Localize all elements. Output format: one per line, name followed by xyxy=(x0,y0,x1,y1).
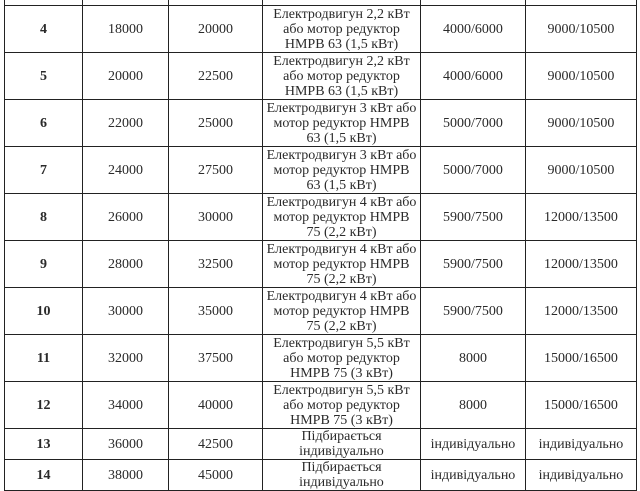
cell-motor: Електродвигун 4 кВт або мотор редуктор НМРВ 75 (2,2 кВт) xyxy=(263,288,421,335)
cell-b: 30000 xyxy=(169,194,263,241)
cell-n: 12 xyxy=(5,382,83,429)
cell-motor: Електродвигун 3 кВт або мотор редуктор НМРВ 63 (1,5 кВт) xyxy=(263,147,421,194)
cell-n: 5 xyxy=(5,53,83,100)
cell-d: 12000/13500 xyxy=(526,241,637,288)
cell-n: 7 xyxy=(5,147,83,194)
cell-motor: Підбирається індивідуально xyxy=(263,460,421,491)
table-row xyxy=(5,6,637,53)
cell-n: 4 xyxy=(5,6,83,53)
cell-motor: Підбирається індивідуально xyxy=(263,429,421,460)
cell-a: 36000 xyxy=(83,429,169,460)
cell-a: 34000 xyxy=(83,382,169,429)
cell-n: 13 xyxy=(5,429,83,460)
table-row xyxy=(5,194,637,241)
cell-d: 15000/16500 xyxy=(526,382,637,429)
cell-d: 12000/13500 xyxy=(526,288,637,335)
cell-c: 5900/7500 xyxy=(421,288,526,335)
cell-c: 4000/6000 xyxy=(421,53,526,100)
cell-n: 9 xyxy=(5,241,83,288)
cell-b: 40000 xyxy=(169,382,263,429)
cell-b: 27500 xyxy=(169,147,263,194)
cell-n: 14 xyxy=(5,460,83,491)
cell-c: 5000/7000 xyxy=(421,147,526,194)
cell-b: 22500 xyxy=(169,53,263,100)
cell-b: 20000 xyxy=(169,6,263,53)
cell-d: 9000/10500 xyxy=(526,147,637,194)
cell-a: 24000 xyxy=(83,147,169,194)
cell-c: 8000 xyxy=(421,382,526,429)
table-row xyxy=(5,335,637,382)
cell-c: 5900/7500 xyxy=(421,241,526,288)
cell-c: 5000/7000 xyxy=(421,100,526,147)
cell-c: індивідуально xyxy=(421,429,526,460)
cell-a: 20000 xyxy=(83,53,169,100)
cell-d: 15000/16500 xyxy=(526,335,637,382)
cell-b: 35000 xyxy=(169,288,263,335)
table-row xyxy=(5,100,637,147)
table-row xyxy=(5,382,637,429)
cell-motor: Електродвигун 2,2 кВт або мотор редуктор НМРВ 63 (1,5 кВт) xyxy=(263,6,421,53)
cell-motor: Електродвигун 4 кВт або мотор редуктор НМРВ 75 (2,2 кВт) xyxy=(263,194,421,241)
table-row xyxy=(5,147,637,194)
cell-c: індивідуально xyxy=(421,460,526,491)
cell-motor: Електродвигун 2,2 кВт або мотор редуктор НМРВ 63 (1,5 кВт) xyxy=(263,53,421,100)
table-row xyxy=(5,53,637,100)
table-row xyxy=(5,460,637,491)
cell-b: 32500 xyxy=(169,241,263,288)
cell-a: 22000 xyxy=(83,100,169,147)
cell-motor: Електродвигун 4 кВт або мотор редуктор НМРВ 75 (2,2 кВт) xyxy=(263,241,421,288)
cell-n: 11 xyxy=(5,335,83,382)
cell-b: 45000 xyxy=(169,460,263,491)
cell-b: 42500 xyxy=(169,429,263,460)
cell-b: 37500 xyxy=(169,335,263,382)
cell-n: 8 xyxy=(5,194,83,241)
cell-a: 18000 xyxy=(83,6,169,53)
cell-c: 4000/6000 xyxy=(421,6,526,53)
cell-a: 30000 xyxy=(83,288,169,335)
cell-a: 32000 xyxy=(83,335,169,382)
cell-c: 8000 xyxy=(421,335,526,382)
cell-a: 28000 xyxy=(83,241,169,288)
cell-d: 12000/13500 xyxy=(526,194,637,241)
cell-a: 26000 xyxy=(83,194,169,241)
cell-n: 6 xyxy=(5,100,83,147)
specs-table xyxy=(4,0,637,491)
cell-n: 10 xyxy=(5,288,83,335)
table-row xyxy=(5,241,637,288)
cell-motor: Електродвигун 3 кВт або мотор редуктор НМРВ 63 (1,5 кВт) xyxy=(263,100,421,147)
cell-motor: Електродвигун 5,5 кВт або мотор редуктор НМРВ 75 (3 кВт) xyxy=(263,382,421,429)
cell-d: 9000/10500 xyxy=(526,6,637,53)
table-row xyxy=(5,429,637,460)
cell-d: 9000/10500 xyxy=(526,100,637,147)
cell-d: 9000/10500 xyxy=(526,53,637,100)
cell-d: індивідуально xyxy=(526,429,637,460)
table-row xyxy=(5,288,637,335)
cell-c: 5900/7500 xyxy=(421,194,526,241)
cell-b: 25000 xyxy=(169,100,263,147)
cell-motor: Електродвигун 5,5 кВт або мотор редуктор НМРВ 75 (3 кВт) xyxy=(263,335,421,382)
cell-d: індивідуально xyxy=(526,460,637,491)
cell-a: 38000 xyxy=(83,460,169,491)
